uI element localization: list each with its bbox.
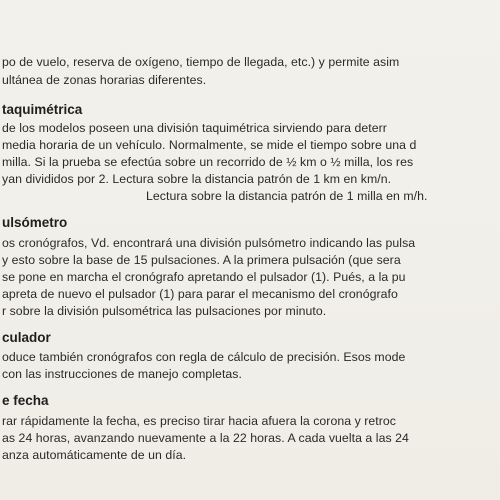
taquimetrica-line-3: milla. Si la prueba se efectúa sobre un recorrido de ½ km o ½ milla, los res xyxy=(2,155,414,169)
fecha-line-2: as 24 horas, avanzando nuevamente a la 22 horas. A cada vuelta a las 24 xyxy=(2,431,409,445)
fecha-line-3: anza automáticamente de un día. xyxy=(2,448,187,462)
taquimetrica-line-4: yan divididos por 2. Lectura sobre la distancia patrón de 1 km en km/n. xyxy=(2,172,392,186)
intro-line-2: ultánea de zonas horarias diferentes. xyxy=(2,73,207,87)
taquimetrica-line-2: media horaria de un vehículo. Normalmente, se mide el tiempo sobre una d xyxy=(2,138,417,152)
pulsometro-line-4: apreta de nuevo el pulsador (1) para parar el mecanismo del cronógrafo xyxy=(2,287,398,301)
section-heading-calculador: culador xyxy=(2,330,51,345)
pulsometro-line-2: y esto sobre la base de 15 pulsaciones. A la primera pulsación (que sera xyxy=(2,253,401,267)
calculador-line-1: oduce también cronógrafos con regla de cálculo de precisión. Esos mode xyxy=(2,350,406,364)
taquimetrica-line-5: Lectura sobre la distancia patrón de 1 milla en m/h. xyxy=(146,189,428,203)
section-heading-taquimetrica: taquimétrica xyxy=(2,102,83,117)
pulsometro-line-1: os cronógrafos, Vd. encontrará una división pulsómetro indicando las pulsa xyxy=(2,236,416,250)
fecha-line-1: rar rápidamente la fecha, es preciso tirar hacia afuera la corona y retroc xyxy=(2,414,396,428)
taquimetrica-line-1: de los modelos poseen una división taquimétrica sirviendo para deterr xyxy=(2,121,387,135)
section-heading-fecha: e fecha xyxy=(2,393,49,408)
intro-line-1: po de vuelo, reserva de oxígeno, tiempo de llegada, etc.) y permite asim xyxy=(2,55,400,69)
pulsometro-line-5: r sobre la división pulsométrica las pulsaciones por minuto. xyxy=(2,304,327,318)
section-heading-pulsometro: ulsómetro xyxy=(2,215,68,230)
calculador-line-2: con las instrucciones de manejo completas. xyxy=(2,367,242,381)
pulsometro-line-3: se pone en marcha el cronógrafo apretando el pulsador (1). Pués, a la pu xyxy=(2,270,406,284)
